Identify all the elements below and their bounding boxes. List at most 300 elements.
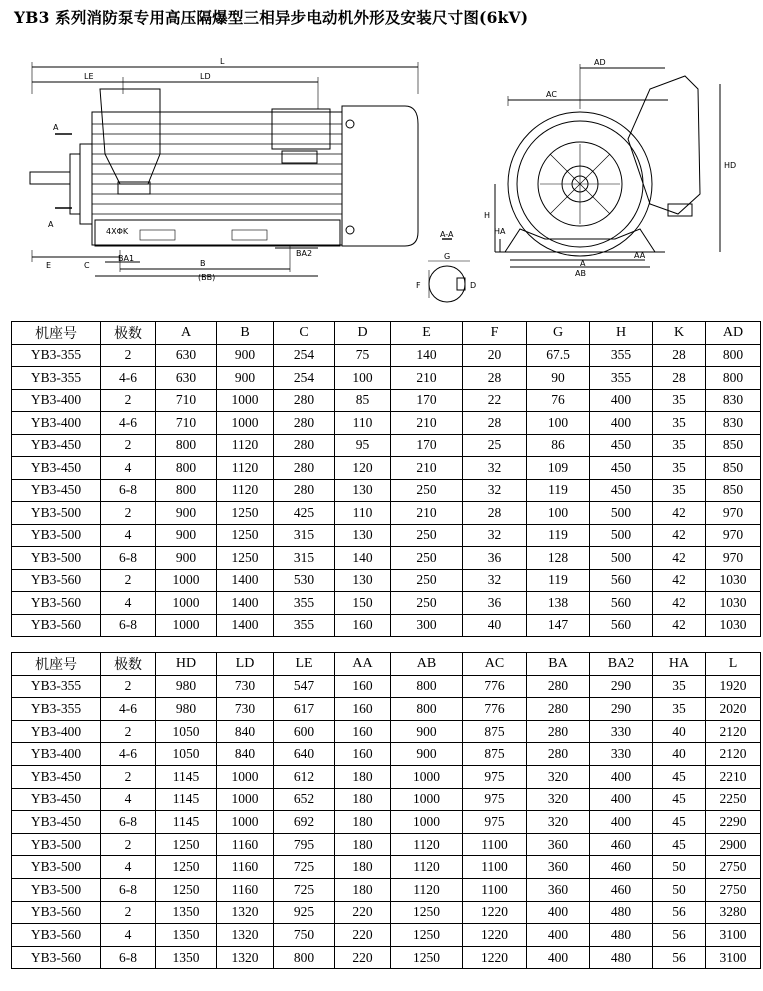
table-cell: 900 xyxy=(156,502,217,525)
table-cell: 400 xyxy=(590,811,653,834)
table-cell: 56 xyxy=(653,924,706,947)
table-cell: 28 xyxy=(463,502,527,525)
dimension-table-2 xyxy=(11,652,761,969)
table-cell: 40 xyxy=(653,743,706,766)
table-cell: 547 xyxy=(274,675,335,698)
column-header: HA xyxy=(653,653,706,676)
column-header: AC xyxy=(463,653,527,676)
table-cell: 4-6 xyxy=(101,367,156,390)
table-cell: 560 xyxy=(590,614,653,637)
dim-label-f: F xyxy=(416,281,421,290)
table-cell: 42 xyxy=(653,569,706,592)
table-cell: 280 xyxy=(274,389,335,412)
column-header: 极数 xyxy=(101,322,156,345)
table-cell: 35 xyxy=(653,675,706,698)
table-cell: 900 xyxy=(156,524,217,547)
table-cell: 460 xyxy=(590,878,653,901)
table-cell: 630 xyxy=(156,367,217,390)
table-cell: 40 xyxy=(653,720,706,743)
table-cell: 2250 xyxy=(706,788,761,811)
table-cell: 900 xyxy=(391,720,463,743)
table-cell: 617 xyxy=(274,698,335,721)
table-cell: 1320 xyxy=(217,946,274,969)
table-cell: YB3-560 xyxy=(12,569,101,592)
table-cell: 147 xyxy=(527,614,590,637)
table-row xyxy=(12,878,761,901)
table-row xyxy=(12,502,761,525)
table-cell: 730 xyxy=(217,698,274,721)
table-cell: 6-8 xyxy=(101,878,156,901)
table-cell: 530 xyxy=(274,569,335,592)
table-cell: 280 xyxy=(274,412,335,435)
table-cell: 160 xyxy=(335,614,391,637)
table-cell: 875 xyxy=(463,743,527,766)
table-cell: 330 xyxy=(590,743,653,766)
table-cell: 1030 xyxy=(706,569,761,592)
table-cell: 355 xyxy=(590,344,653,367)
dim-label-hd: HD xyxy=(724,161,737,170)
table-cell: 2900 xyxy=(706,833,761,856)
table-cell: 1050 xyxy=(156,743,217,766)
table-cell: 830 xyxy=(706,412,761,435)
column-header: F xyxy=(463,322,527,345)
table-cell: 4 xyxy=(101,788,156,811)
table-cell: 1120 xyxy=(391,833,463,856)
table-cell: 4 xyxy=(101,856,156,879)
table-cell: 119 xyxy=(527,479,590,502)
table-cell: 35 xyxy=(653,698,706,721)
column-header: B xyxy=(217,322,274,345)
table-cell: 280 xyxy=(274,434,335,457)
table-cell: 1030 xyxy=(706,592,761,615)
table-cell: 800 xyxy=(391,698,463,721)
dim-label-ac: AC xyxy=(546,90,557,99)
table-cell: 975 xyxy=(463,788,527,811)
table-cell: 4 xyxy=(101,524,156,547)
table-cell: 1000 xyxy=(217,765,274,788)
table-cell: 130 xyxy=(335,479,391,502)
table-cell: 32 xyxy=(463,457,527,480)
table-cell: 95 xyxy=(335,434,391,457)
table-cell: 280 xyxy=(527,698,590,721)
table-cell: 800 xyxy=(706,344,761,367)
table-cell: 692 xyxy=(274,811,335,834)
table-cell: YB3-560 xyxy=(12,946,101,969)
table-cell: 128 xyxy=(527,547,590,570)
column-header: LD xyxy=(217,653,274,676)
table-cell: 400 xyxy=(527,946,590,969)
column-header: G xyxy=(527,322,590,345)
table-cell: 6-8 xyxy=(101,614,156,637)
dim-label-aa: AA xyxy=(634,251,646,260)
table-cell: 1250 xyxy=(156,833,217,856)
table-cell: 35 xyxy=(653,457,706,480)
table-cell: 800 xyxy=(156,434,217,457)
column-header: E xyxy=(391,322,463,345)
table-cell: 750 xyxy=(274,924,335,947)
dim-label-ad: AD xyxy=(594,58,606,67)
table-cell: 776 xyxy=(463,698,527,721)
table-cell: 6-8 xyxy=(101,479,156,502)
table-cell: 1220 xyxy=(463,901,527,924)
table-cell: 460 xyxy=(590,856,653,879)
column-header: A xyxy=(156,322,217,345)
table-row xyxy=(12,547,761,570)
table-cell: 28 xyxy=(653,367,706,390)
table-cell: 280 xyxy=(527,675,590,698)
table-cell: 1220 xyxy=(463,946,527,969)
dim-label-c: C xyxy=(84,261,90,270)
table-cell: 1250 xyxy=(391,946,463,969)
table-cell: 830 xyxy=(706,389,761,412)
table-cell: 4 xyxy=(101,457,156,480)
section-label-aa: A-A xyxy=(440,230,454,239)
table-cell: YB3-355 xyxy=(12,675,101,698)
table-cell: 40 xyxy=(463,614,527,637)
table-cell: 42 xyxy=(653,547,706,570)
table-cell: 36 xyxy=(463,547,527,570)
table-header-row xyxy=(12,322,761,345)
table-cell: 725 xyxy=(274,856,335,879)
table-cell: 250 xyxy=(391,524,463,547)
table-cell: 180 xyxy=(335,811,391,834)
table-cell: YB3-355 xyxy=(12,698,101,721)
column-header: HD xyxy=(156,653,217,676)
table-cell: 1120 xyxy=(391,856,463,879)
table-cell: 1000 xyxy=(217,389,274,412)
table-cell: 1400 xyxy=(217,614,274,637)
table-cell: 160 xyxy=(335,698,391,721)
table-cell: 1250 xyxy=(217,547,274,570)
table-cell: 1320 xyxy=(217,901,274,924)
table-cell: 100 xyxy=(335,367,391,390)
table-cell: YB3-400 xyxy=(12,412,101,435)
table-cell: YB3-500 xyxy=(12,833,101,856)
table-cell: YB3-450 xyxy=(12,434,101,457)
table-cell: 710 xyxy=(156,389,217,412)
table-cell: 50 xyxy=(653,856,706,879)
table-cell: 138 xyxy=(527,592,590,615)
column-header: AA xyxy=(335,653,391,676)
table-cell: 1160 xyxy=(217,833,274,856)
table-cell: 35 xyxy=(653,479,706,502)
table-cell: 970 xyxy=(706,502,761,525)
table-row xyxy=(12,698,761,721)
table-cell: 67.5 xyxy=(527,344,590,367)
table-cell: 130 xyxy=(335,569,391,592)
table-row xyxy=(12,367,761,390)
table-row xyxy=(12,765,761,788)
table-cell: 1100 xyxy=(463,833,527,856)
table-row xyxy=(12,457,761,480)
table-cell: 180 xyxy=(335,788,391,811)
table-cell: 220 xyxy=(335,901,391,924)
table-row xyxy=(12,434,761,457)
table-cell: 1000 xyxy=(217,412,274,435)
table-cell: 360 xyxy=(527,856,590,879)
table-cell: 2290 xyxy=(706,811,761,834)
table-cell: YB3-450 xyxy=(12,457,101,480)
table-cell: 1000 xyxy=(156,614,217,637)
table-cell: 850 xyxy=(706,457,761,480)
table-cell: 22 xyxy=(463,389,527,412)
table-cell: YB3-560 xyxy=(12,614,101,637)
table-cell: 400 xyxy=(590,765,653,788)
table-cell: 42 xyxy=(653,524,706,547)
table-cell: 110 xyxy=(335,502,391,525)
table-cell: 450 xyxy=(590,434,653,457)
dim-label-ba1: BA1 xyxy=(118,254,135,263)
table-cell: 250 xyxy=(391,592,463,615)
table-cell: YB3-355 xyxy=(12,344,101,367)
table-cell: 315 xyxy=(274,547,335,570)
table-cell: YB3-450 xyxy=(12,479,101,502)
table-cell: 1160 xyxy=(217,856,274,879)
table-row xyxy=(12,924,761,947)
table-cell: 2020 xyxy=(706,698,761,721)
table-cell: 776 xyxy=(463,675,527,698)
table-cell: 630 xyxy=(156,344,217,367)
table-cell: 1120 xyxy=(391,878,463,901)
table-cell: 45 xyxy=(653,788,706,811)
table-cell: 1400 xyxy=(217,569,274,592)
table-cell: 1220 xyxy=(463,924,527,947)
table-cell: 560 xyxy=(590,569,653,592)
table-cell: YB3-560 xyxy=(12,592,101,615)
table-cell: 2210 xyxy=(706,765,761,788)
table-cell: 355 xyxy=(274,592,335,615)
table-row xyxy=(12,344,761,367)
table-cell: 300 xyxy=(391,614,463,637)
table-cell: 360 xyxy=(527,878,590,901)
table-cell: 4 xyxy=(101,592,156,615)
table-cell: 75 xyxy=(335,344,391,367)
table-cell: 290 xyxy=(590,675,653,698)
table-cell: 85 xyxy=(335,389,391,412)
table-row xyxy=(12,946,761,969)
table-row xyxy=(12,524,761,547)
table-cell: 355 xyxy=(274,614,335,637)
table-cell: YB3-560 xyxy=(12,901,101,924)
table-cell: YB3-400 xyxy=(12,389,101,412)
table-cell: 800 xyxy=(156,479,217,502)
table-cell: 900 xyxy=(156,547,217,570)
table-cell: 100 xyxy=(527,412,590,435)
table-cell: 480 xyxy=(590,924,653,947)
table-cell: YB3-450 xyxy=(12,788,101,811)
table-cell: 150 xyxy=(335,592,391,615)
column-header: BA xyxy=(527,653,590,676)
table-cell: 560 xyxy=(590,592,653,615)
table-row xyxy=(12,743,761,766)
table-cell: 28 xyxy=(463,367,527,390)
table-cell: 119 xyxy=(527,524,590,547)
table-cell: 3100 xyxy=(706,924,761,947)
column-header: AD xyxy=(706,322,761,345)
table-cell: 254 xyxy=(274,344,335,367)
table-cell: 1000 xyxy=(391,811,463,834)
table-cell: 180 xyxy=(335,765,391,788)
table-cell: 42 xyxy=(653,614,706,637)
table-cell: 3280 xyxy=(706,901,761,924)
table-cell: 2750 xyxy=(706,878,761,901)
column-header: L xyxy=(706,653,761,676)
table-cell: 254 xyxy=(274,367,335,390)
table-cell: 850 xyxy=(706,434,761,457)
table-cell: 1030 xyxy=(706,614,761,637)
table-cell: 280 xyxy=(274,457,335,480)
table-cell: 450 xyxy=(590,457,653,480)
table-cell: 76 xyxy=(527,389,590,412)
table-cell: 4 xyxy=(101,924,156,947)
section-mark-a-bottom: A xyxy=(48,220,54,229)
table-cell: 900 xyxy=(217,367,274,390)
table-cell: 45 xyxy=(653,833,706,856)
table-cell: 330 xyxy=(590,720,653,743)
table-cell: 86 xyxy=(527,434,590,457)
table-cell: 460 xyxy=(590,833,653,856)
table-row xyxy=(12,833,761,856)
table-cell: 1145 xyxy=(156,765,217,788)
table-cell: 3100 xyxy=(706,946,761,969)
table-cell: 1145 xyxy=(156,811,217,834)
table-cell: 6-8 xyxy=(101,547,156,570)
table-cell: YB3-500 xyxy=(12,502,101,525)
table-cell: 1350 xyxy=(156,901,217,924)
table-cell: 35 xyxy=(653,389,706,412)
table-cell: YB3-400 xyxy=(12,720,101,743)
table-cell: 400 xyxy=(527,901,590,924)
table-cell: 925 xyxy=(274,901,335,924)
table-cell: 355 xyxy=(590,367,653,390)
dim-label-ba2: BA2 xyxy=(296,249,313,258)
table-cell: YB3-500 xyxy=(12,878,101,901)
table-cell: 1120 xyxy=(217,479,274,502)
table-row xyxy=(12,788,761,811)
table-cell: 1250 xyxy=(156,878,217,901)
dim-label-e: E xyxy=(46,261,52,270)
table-cell: 280 xyxy=(274,479,335,502)
dim-label-le: LE xyxy=(84,72,94,81)
table-cell: 119 xyxy=(527,569,590,592)
table-cell: YB3-450 xyxy=(12,765,101,788)
table-row xyxy=(12,811,761,834)
table-row xyxy=(12,720,761,743)
table-cell: 2 xyxy=(101,434,156,457)
table-cell: 500 xyxy=(590,547,653,570)
table-cell: 210 xyxy=(391,412,463,435)
table-cell: 425 xyxy=(274,502,335,525)
table-cell: 1120 xyxy=(217,457,274,480)
column-header: 机座号 xyxy=(12,322,101,345)
table-cell: 800 xyxy=(156,457,217,480)
table-cell: 2750 xyxy=(706,856,761,879)
table-cell: 140 xyxy=(335,547,391,570)
table-cell: 2 xyxy=(101,720,156,743)
dimension-table-1 xyxy=(11,321,761,637)
column-header: LE xyxy=(274,653,335,676)
table-cell: 612 xyxy=(274,765,335,788)
table-cell: 320 xyxy=(527,788,590,811)
table-cell: 210 xyxy=(391,367,463,390)
dim-label-a: A xyxy=(580,259,586,268)
table-cell: 1000 xyxy=(217,788,274,811)
table-row xyxy=(12,592,761,615)
table-cell: 4-6 xyxy=(101,412,156,435)
dim-label-bb: (BB) xyxy=(198,273,216,282)
table-cell: 32 xyxy=(463,479,527,502)
table-cell: 400 xyxy=(527,924,590,947)
table-cell: 970 xyxy=(706,547,761,570)
table-cell: 640 xyxy=(274,743,335,766)
table-cell: 800 xyxy=(274,946,335,969)
table-cell: 1250 xyxy=(217,524,274,547)
dim-label-l: L xyxy=(220,57,225,66)
table-cell: 400 xyxy=(590,788,653,811)
table-cell: 1350 xyxy=(156,924,217,947)
table-cell: 4-6 xyxy=(101,698,156,721)
table-cell: 2 xyxy=(101,569,156,592)
table-cell: 32 xyxy=(463,569,527,592)
table-cell: 875 xyxy=(463,720,527,743)
table-cell: 975 xyxy=(463,811,527,834)
table-cell: 6-8 xyxy=(101,811,156,834)
table-row xyxy=(12,614,761,637)
table-cell: 850 xyxy=(706,479,761,502)
table-cell: 170 xyxy=(391,434,463,457)
table-cell: YB3-400 xyxy=(12,743,101,766)
table-cell: 250 xyxy=(391,547,463,570)
table-cell: 315 xyxy=(274,524,335,547)
table-cell: 975 xyxy=(463,765,527,788)
table-cell: 1000 xyxy=(156,592,217,615)
table-cell: 42 xyxy=(653,502,706,525)
table-cell: 35 xyxy=(653,412,706,435)
table-cell: 42 xyxy=(653,592,706,615)
table-cell: 480 xyxy=(590,901,653,924)
table-cell: 280 xyxy=(527,743,590,766)
column-header: BA2 xyxy=(590,653,653,676)
table-cell: 1050 xyxy=(156,720,217,743)
table-cell: 180 xyxy=(335,856,391,879)
table-cell: 980 xyxy=(156,698,217,721)
table-cell: 2120 xyxy=(706,720,761,743)
table-cell: 795 xyxy=(274,833,335,856)
table-cell: 1920 xyxy=(706,675,761,698)
table-cell: 140 xyxy=(391,344,463,367)
table-cell: 2 xyxy=(101,389,156,412)
mounting-hole-label: 4XΦK xyxy=(106,227,129,236)
dim-label-ld: LD xyxy=(200,72,211,81)
table-cell: 2 xyxy=(101,765,156,788)
table-cell: 90 xyxy=(527,367,590,390)
table-cell: YB3-560 xyxy=(12,924,101,947)
table-cell: 35 xyxy=(653,434,706,457)
table-cell: 730 xyxy=(217,675,274,698)
dim-label-ab: AB xyxy=(575,269,586,278)
table-cell: 1400 xyxy=(217,592,274,615)
table-cell: 290 xyxy=(590,698,653,721)
table-cell: 725 xyxy=(274,878,335,901)
table-cell: 56 xyxy=(653,901,706,924)
table-cell: 32 xyxy=(463,524,527,547)
table-cell: 320 xyxy=(527,765,590,788)
table-cell: 180 xyxy=(335,878,391,901)
table-cell: 180 xyxy=(335,833,391,856)
table-header-row xyxy=(12,653,761,676)
table-cell: 2 xyxy=(101,675,156,698)
table-cell: 840 xyxy=(217,743,274,766)
